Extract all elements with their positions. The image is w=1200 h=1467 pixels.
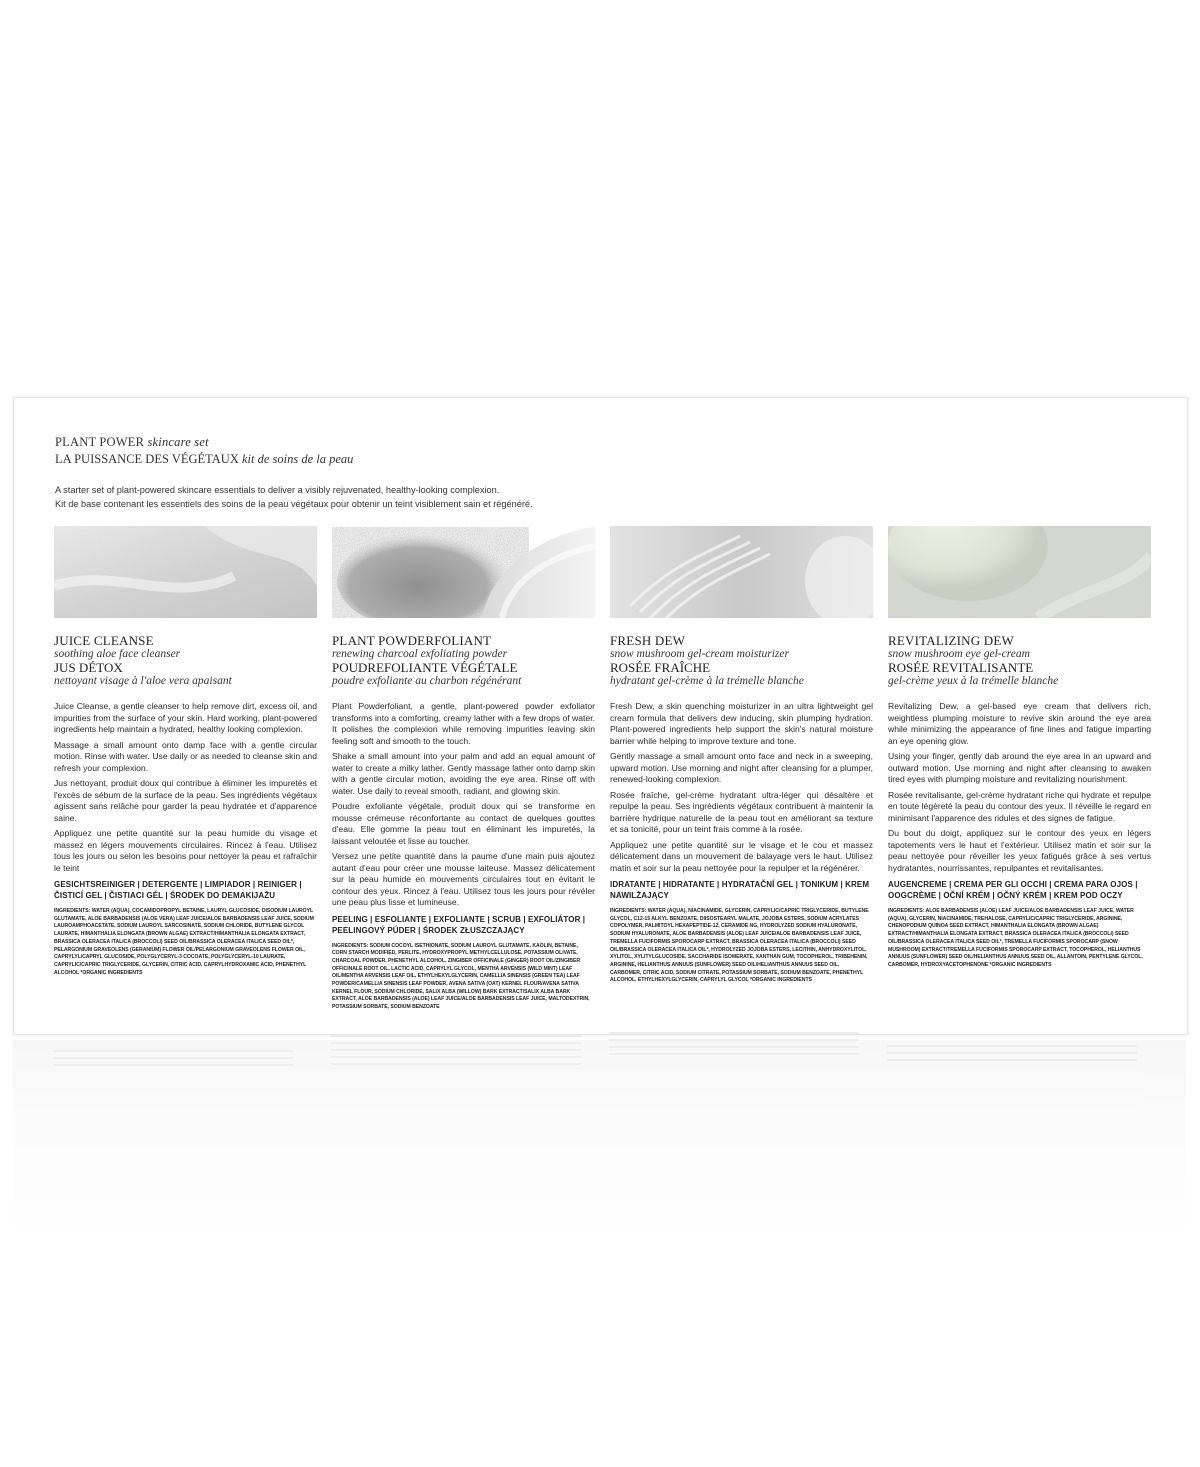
product-name-fr: POUDREFOLIANTE VÉGÉTALE <box>332 660 518 675</box>
ingredients-list: INGREDIENTS: SODIUM COCOYL ISETHIONATE, SODIUM LAUROYL GLUTAMATE, KAOLIN, BETAINE, CORN STARCH MODIFIED, PERLITE, HYDROXYPROPYL METHYLCELLULOSE, POTASSIUM OLIVATE, CHARCOAL POWDER, PHENETHYL ALCOHOL, ZINGIBER OFFICINALE (GINGER) ROOT OIL/ZINGIBER OFFICINALE ROOT OIL, LACTIC ACID, CAPRYLYL GLYCOL, MENTHA ARVENSIS (WILD MINT) LEAF OIL/MENTHA ARVENSIS LEAF OIL, ETHYLHEXYLGLYCERIN, CAMELLIA SINENSIS (GREEN TEA) LEAF POWDER/CAMELLIA SINENSIS LEAF POWDER, AVENA SATIVA (OAT) KERNEL FLOUR/AVENA SATIVA KERNEL FLOUR, SODIUM CHLORIDE, SALIX ALBA (WILLOW) BARK EXTRACT/SALIX ALBA BARK EXTRACT, ALOE BARBADENSIS (ALOE) LEAF JUICE/ALOE BARBADENSIS LEAF JUICE, MALTODEXTRIN, POTASSIUM SORBATE, SODIUM BENZOATE <box>332 942 590 1011</box>
set-title-en: PLANT POWER skincare set <box>55 435 209 449</box>
product-subtitle: snow mushroom eye gel-cream <box>888 648 1030 660</box>
product-type-translations: AUGENCREME | CREMA PER GLI OCCHI | CREMA PARA OJOS | OOGCRÈME | OČNÍ KRÉM | OČNÝ KRÉM | KREM POD OCZY <box>888 880 1138 900</box>
product-column-revitalizing-dew <box>888 526 1151 970</box>
reflection-lines-1 <box>53 1050 293 1100</box>
product-description: Plant Powderfoliant, a gentle, plant-powered powder exfoliator transforms into a comforting, creamy lather with a few drops of water. It polishes the complexion while removing impurities leaving skin feeling soft and smooth to the touch. Shake a small amount into your palm and add an equal amount of water to create a milky lather. Gently massage lather onto damp skin with a gentle circular motion, avoiding the eye area. Rinse off with water. Use daily to reveal smooth, radiant, and glowing skin. Poudre exfoliante végétale, produit doux qui se transforme en mousse crémeuse réconfortante au contact de quelques gouttes d'eau. Elle gomme la peau tout en éliminant les impuretés, la laissant veloutée et lisse au toucher. Versez une petite quantité dans la paume d'une main puis ajoutez autant d'eau pour créer une mousse laiteuse. Massez délicatement sur la peau humide en mouvements circulaires tout en évitant le contour des yeux. Rincez à l'eau. Utilisez tous les jours pour révéler une peau plus lisse et lumineuse. <box>332 701 595 907</box>
reflection-lines-2 <box>331 1035 581 1085</box>
texture-swatch-gel-cream <box>610 526 873 618</box>
product-box-panel <box>13 397 1188 1035</box>
product-name-fr: ROSÉE FRAÎCHE <box>610 660 711 675</box>
texture-swatch-eye-gel <box>888 526 1151 618</box>
intro-en: A starter set of plant-powered skincare essentials to deliver a visibly rejuvenated, healthy-looking complexion. <box>55 485 500 495</box>
ingredients-list: INGREDIENTS: WATER (AQUA), NIACINAMIDE, GLYCERIN, CAPRYLIC/CAPRIC TRIGLYCERIDE, BUTYLENE GLYCOL, C12-15 ALKYL BENZOATE, DIISOSTEARYL MALATE, JOJOBA ESTERS, SODIUM ACRYLATES COPOLYMER, PALMITOYL HEXAPEPTIDE-12, CERAMIDE NG, HYDROLYZED SODIUM HYALURONATE, SODIUM HYALURONATE, ALOE BARBADENSIS (ALOE) LEAF JUICE/ALOE BARBADENSIS LEAF JUICE, TREMELLA FUCIFORMIS SPOROCARP EXTRACT, BRASSICA OLERACEA ITALICA (BROCCOLI) SEED OIL/BRASSICA OLERACEA ITALICA OIL*, HYDROLYZED JOJOBA ESTERS, LECITHIN, ANHYDROXYLITOL, XYLITOL, XYLITYLGLUCOSIDE, SACCHARIDE ISOMERATE, XANTHAN GUM, TOCOPHEROL, TRIBEHENIN, ARGININE, HELIANTHUS ANNUUS (SUNFLOWER) SEED OIL/HELIANTHUS ANNUUS SEED OIL, CARBOMER, CITRIC ACID, SODIUM CITRATE, POTASSIUM SORBATE, SODIUM BENZOATE, PHENETHYL ALCOHOL, ETHYLHEXYLGLYCERIN, CAPRYLYL GLYCOL *ORGANIC INGREDIENTS <box>610 908 869 984</box>
reflection-lines-3 <box>609 1032 859 1082</box>
product-subtitle-fr: poudre exfoliante au charbon régénérant <box>332 675 522 687</box>
product-subtitle-fr: hydratant gel-crème à la trémelle blanche <box>610 675 804 687</box>
product-subtitle-fr: gel-crème yeux à la trémelle blanche <box>888 675 1059 687</box>
product-column-fresh-dew <box>610 526 873 985</box>
product-name-fr: ROSÉE REVITALISANTE <box>888 660 1034 675</box>
set-title-fr: LA PUISSANCE DES VÉGÉTAUX kit de soins de la peau <box>55 452 354 466</box>
product-column-juice-cleanse <box>54 526 317 977</box>
product-description: Juice Cleanse, a gentle cleanser to help remove dirt, excess oil, and impurities from the surface of your skin. Hard working, plant-powered ingredients help maintain a hydrated, healthy looking complexion. Massage a small amount onto damp face with a gentle circular motion. Rinse with water. Use daily or as needed to cleanse skin and refresh your complexion. Jus nettoyant, produit doux qui contribue à éliminer les impuretés et l'excès de sébum de la surface de la peau. Ses ingrédients végétaux agissent sans relâche pour garder la peau hydratée et d'apparence saine. Appliquez une petite quantité sur la peau humide du visage et massez en légers mouvements circulaires. Rincez à l'eau. Utilisez tous les jours ou selon les besoins pour nettoyer la peau et rafraîchir le teint <box>54 701 317 873</box>
product-subtitle: renewing charcoal exfoliating powder <box>332 648 508 660</box>
product-description: Fresh Dew, a skin quenching moisturizer in an ultra lightweight gel cream formula that delivers dew inducing, skin plumping hydration. Plant-powered ingredients help support the skin's natural moisture barrier while helping to improve texture and tone. Gently massage a small amount onto face and neck in a sweeping, upward motion. Use morning and night after cleansing for a plumper, renewed-looking complexion. Rosée fraîche, gel-crème hydratant ultra-léger qui désaltère et repulpe la peau. Ses ingrédients végétaux contribuent à maintenir la barrière hydrique naturelle de la peau tout en améliorant sa texture et sa tonicité, pour un teint frais comme à la rosée. Appliquez une petite quantité sur le visage et le cou et massez délicatement dans un mouvement de balayage vers le haut. Utilisez matin et soir sur la peau nettoyée pour la repulper et la régénérer. <box>610 701 873 873</box>
product-name-fr: JUS DÉTOX <box>54 660 123 675</box>
product-type-translations: PEELING | ESFOLIANTE | EXFOLIANTE | SCRUB | EXFOLIÁTOR | PEELINGOVÝ PÚDER | ŚRODEK ZŁUSZCZAJĄCY <box>332 914 586 935</box>
product-name: REVITALIZING DEW <box>888 633 1014 648</box>
product-subtitle: soothing aloe face cleanser <box>54 648 181 660</box>
product-column-plant-powderfoliant <box>332 526 595 1012</box>
product-name: JUICE CLEANSE <box>54 633 154 648</box>
product-subtitle: snow mushroom gel-cream moisturizer <box>610 648 789 660</box>
set-intro <box>55 483 1155 511</box>
texture-swatch-powder <box>332 526 595 618</box>
product-description: Revitalizing Dew, a gel-based eye cream that delivers rich, weightless plumping moisture to revive skin around the eye area while minimizing the appearance of fine lines and fatigue imparting an eye opening glow. Using your finger, gently dab around the eye area in an upward and outward motion. Use morning and night after cleansing to awaken tired eyes with plumping moisture and revitalizing nourishment. Rosée revitalisante, gel-crème hydratant riche qui hydrate et repulpe en toute légèreté la peau du contour des yeux. Il réveille le regard en minimisant l'apparence des ridules et des signes de fatigue. Du bout du doigt, appliquez sur le contour des yeux en légers tapotements vers le haut et l'extérieur. Utilisez matin et soir sur la peau nettoyée pour réveiller les yeux fatigués grâce à ses vertus hydratantes, nourrissantes, repulpantes et revitalisantes. <box>888 701 1151 873</box>
texture-swatch-cleanser <box>54 526 317 618</box>
reflection-lines-4 <box>887 1045 1137 1095</box>
box-reflection <box>13 1040 1186 1240</box>
intro-fr: Kit de base contenant les essentiels des soins de la peau végétaux pour obtenir un teint visiblement sain et régénéré. <box>55 499 533 509</box>
product-subtitle-fr: nettoyant visage à l'aloe vera apaisant <box>54 675 232 687</box>
product-name: PLANT POWDERFOLIANT <box>332 633 492 648</box>
product-type-translations: IDRATANTE | HIDRATANTE | HYDRATAČNÍ GEL | TONIKUM | KREM NAWILŻAJĄCY <box>610 880 870 900</box>
ingredients-list: INGREDIENTS: ALOE BARBADENSIS (ALOE) LEAF JUICE/ALOE BARBADENSIS LEAF JUICE, WATER (AQUA), GLYCERIN, NIACINAMIDE, TREHALOSE, CAPRYLIC/CAPRIC TRIGLYCERIDE, ARGININE, CHENOPODIUM QUINOA SEED EXTRACT, HIMANTHALIA ELONGATA (BROWN ALGAE) EXTRACT/HIMANTHALIA ELONGATA EXTRACT, BRASSICA OLERACEA ITALICA (BROCCOLI) SEED OIL/BRASSICA OLERACEA ITALICA SEED OIL*, TREMELLA FUCIFORMIS SPOROCARP (SNOW MUSHROOM) EXTRACT/TREMELLA FUCIFORMIS SPOROCARP EXTRACT, TOCOPHEROL, HELIANTHUS ANNUUS (SUNFLOWER) SEED OIL/HELIANTHUS ANNUUS SEED OIL, ALLANTOIN, PENTYLENE GLYCOL, CARBOMER, HYDROXYACETOPHENONE *ORGANIC INGREDIENTS <box>888 908 1143 968</box>
product-type-translations: GESICHTSREINIGER | DETERGENTE | LIMPIADOR | REINIGER | ČISTICÍ GEL | ČISTIACI GÉL | ŚRODEK DO DEMAKIJAŻU <box>54 880 302 900</box>
ingredients-list: INGREDIENTS: WATER (AQUA), COCAMIDOPROPYL BETAINE, LAURYL GLUCOSIDE, DISODIUM LAUROYL GLUTAMATE, ALOE BARBADENSIS (ALOE VERA) LEAF JUICE/ALOE BARBADENSIS LEAF JUICE, SODIUM LAUROAMPHOACETATE, SODIUM LAUROYL SARCOSINATE, SODIUM CHLORIDE, BUTYLENE GLYCOL LAURATE, HIMANTHALIA ELONGATA (BROWN ALGAE) EXTRACT/HIMANTHALIA ELONGATA EXTRACT, BRASSICA OLERACEA ITALICA (BROCCOLI) SEED OIL/BRASSICA OLERACEA ITALICA SEED OIL*, PELARGONIUM GRAVEOLENS (GERANIUM) FLOWER OIL/PELARGONIUM GRAVEOLENS FLOWER OIL, CAPRYLYL/CAPRYL GLUCOSIDE, POLYGLYCERYL-3 COCOATE, POLYGLYCERYL-10 LAURATE, CAPRYLIC/CAPRIC TRIGLYCERIDE, GLYCERIN, CITRIC ACID, CAPRYLHYDROXAMIC ACID, PHENETHYL ALCOHOL *ORGANIC INGREDIENTS <box>54 908 314 976</box>
product-name: FRESH DEW <box>610 633 686 648</box>
